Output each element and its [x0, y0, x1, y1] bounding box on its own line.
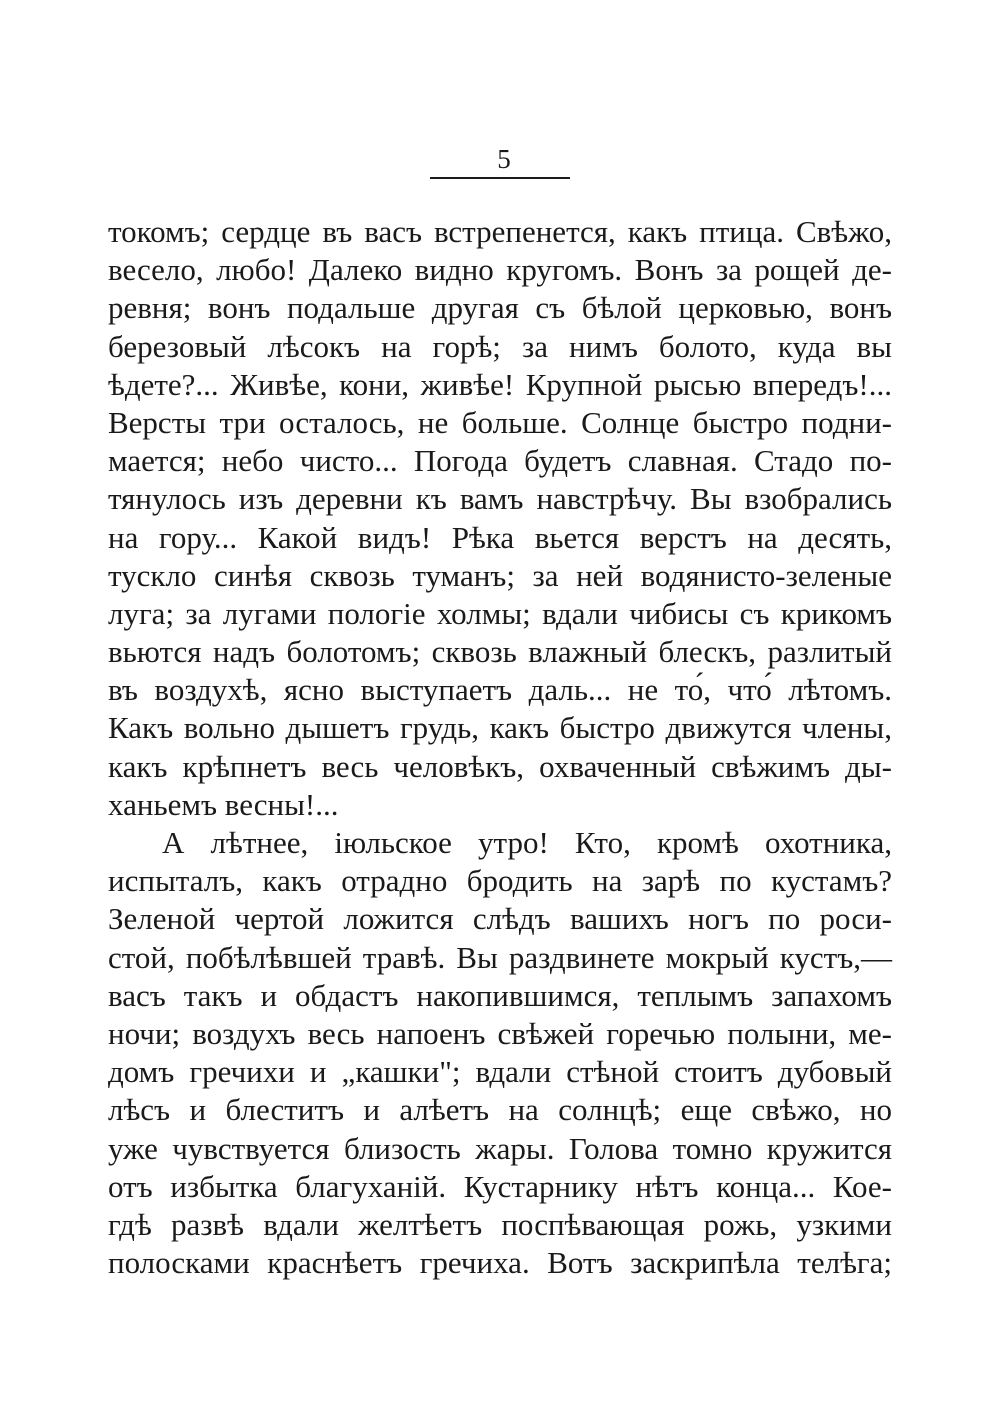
text-line: березовый лѣсокъ на горѣ; за нимъ болото, куда вы	[108, 328, 892, 364]
page-number: 5	[497, 144, 511, 174]
text-line: луга; за лугами пологіе холмы; вдали чибисы съ крикомъ	[108, 595, 892, 631]
text-line: вьются надъ болотомъ; сквозь влажный блескъ, разлитый	[108, 634, 892, 670]
body-text	[108, 213, 892, 1282]
text-line: мается; небо чисто... Погода будетъ славная. Стадо по-	[108, 443, 892, 479]
text-line: ревня; вонъ подальше другая съ бѣлой церковью, вонъ	[108, 290, 892, 326]
text-line: полосками краснѣетъ гречиха. Вотъ заскрипѣла телѣга;	[108, 1245, 892, 1281]
text-line: Какъ вольно дышетъ грудь, какъ быстро движутся члены,	[108, 710, 892, 746]
text-line: въ воздухѣ, ясно выступаетъ даль... не то́, что́ лѣтомъ.	[108, 672, 892, 708]
text-line: на гору... Какой видъ! Рѣка вьется верстъ на десять,	[108, 519, 892, 555]
text-line: лѣсъ и блеститъ и алѣетъ на солнцѣ; еще свѣжо, но	[108, 1092, 892, 1128]
text-line: стой, побѣлѣвшей травѣ. Вы раздвинете мокрый кустъ,—	[108, 939, 892, 975]
paragraph-start-line: А лѣтнее, іюльское утро! Кто, кромѣ охотника,	[162, 825, 892, 860]
text-line: тускло синѣя сквозь туманъ; за ней водянисто-зеленые	[108, 557, 892, 593]
text-line: какъ крѣпнетъ весь человѣкъ, охваченный свѣжимъ ды-	[108, 748, 892, 784]
text-line: ханьемъ весны!...	[108, 786, 339, 822]
text-line: отъ избытка благуханій. Кустарнику нѣтъ конца... Кое-	[108, 1168, 892, 1204]
text-line: весело, любо! Далеко видно кругомъ. Вонъ за рощей де-	[108, 252, 892, 288]
text-line: ѣдете?... Живѣе, кони, живѣе! Крупной рысью впередъ!...	[108, 366, 892, 402]
text-line: токомъ; сердце въ васъ встрепенется, какъ птица. Свѣжо,	[108, 214, 892, 249]
text-line: гдѣ развѣ вдали желтѣетъ поспѣвающая рожь, узкими	[108, 1206, 892, 1242]
header-rule	[430, 177, 570, 179]
text-line: уже чувствуется близость жары. Голова томно кружится	[108, 1130, 892, 1166]
text-line: ночи; воздухъ весь напоенъ свѣжей горечью полыни, ме-	[108, 1015, 892, 1051]
text-line: Версты три осталось, не больше. Солнце быстро подни-	[108, 404, 892, 440]
text-line: тянулось изъ деревни къ вамъ навстрѣчу. Вы взобрались	[108, 481, 892, 517]
text-line: васъ такъ и обдастъ накопившимся, теплымъ запахомъ	[108, 977, 892, 1013]
text-line: домъ гречихи и „кашки"; вдали стѣной стоитъ дубовый	[108, 1054, 892, 1090]
text-line: испыталъ, какъ отрадно бродить на зарѣ по кустамъ?	[108, 863, 892, 899]
text-line: Зеленой чертой ложится слѣдъ вашихъ ногъ по роси-	[108, 901, 892, 937]
